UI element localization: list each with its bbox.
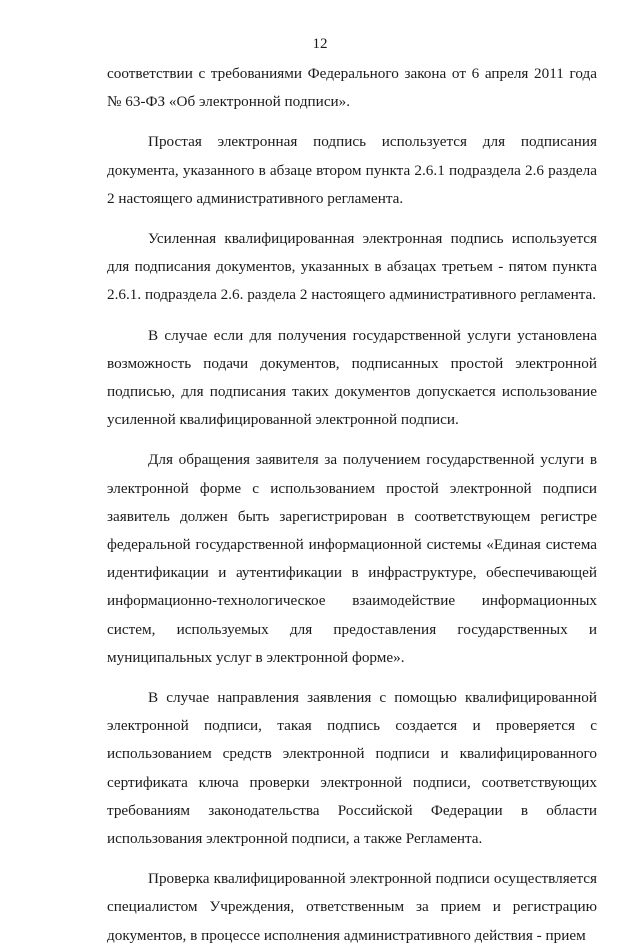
paragraph-qualified-signature: Усиленная квалифицированная электронная подпись используется для подписания документов, указанных в абзацах третьем - пятом пункта 2.6.1. подраздела 2.6. раздела 2 настоящего административного регламента.: [107, 230, 597, 304]
paragraph-continuation: соответствии с требованиями Федерального закона от 6 апреля 2011 года № 63-ФЗ «Об электронной подписи».: [107, 65, 597, 111]
page-number: 12: [312, 36, 328, 52]
paragraph-verification: Проверка квалифицированной электронной подписи осуществляется специалистом Учреждения, ответственным за прием и регистрацию документов, в процессе исполнения административного действия - прием: [107, 870, 597, 944]
paragraph-submission-possibility: В случае если для получения государственной услуги установлена возможность подачи документов, подписанных простой электронной подписью, для подписания таких документов допускается использование усиленной квалифицированной электронной подписи.: [107, 326, 597, 429]
paragraph-simple-signature: Простая электронная подпись используется для подписания документа, указанного в абзаце втором пункта 2.6.1 подраздела 2.6 раздела 2 настоящего административного регламента.: [107, 133, 597, 207]
paragraph-qualified-application: В случае направления заявления с помощью квалифицированной электронной подписи, такая подпись создается и проверяется с использованием средств электронной подписи и квалифицированного сертификата ключа проверки электронной подписи, соответствующих требованиям законодательства Российской Федерации в области использования электронной подписи, а также Регламента.: [107, 689, 597, 848]
paragraph-registration-requirement: Для обращения заявителя за получением государственной услуги в электронной форме с использованием простой электронной подписи заявитель должен быть зарегистрирован в соответствующем регистре федеральной государственной информационной системы «Единая система идентификации и аутентификации в инфраструктуре, обеспечивающей информационно-технологическое взаимодействие информационных систем, используемых для предоставления государственных и муниципальных услуг в электронной форме».: [107, 451, 597, 666]
document-body: [107, 60, 597, 950]
